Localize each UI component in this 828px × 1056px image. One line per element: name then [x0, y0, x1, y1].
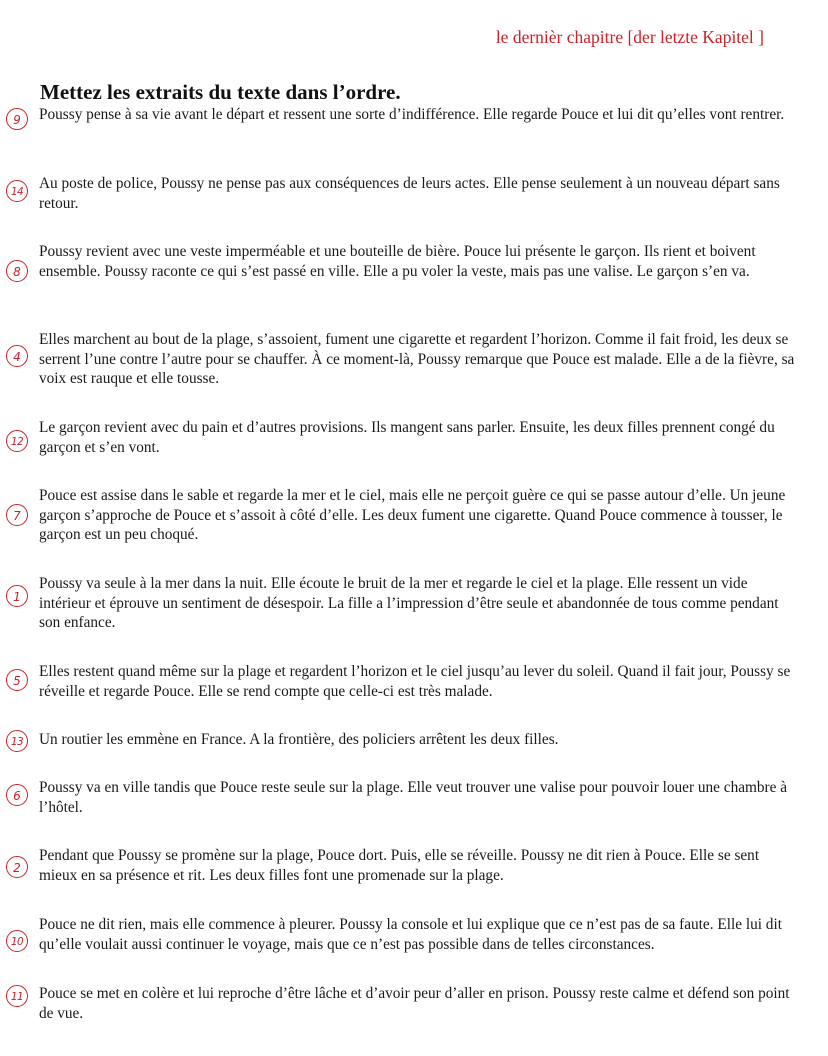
- list-item-text: Pendant que Poussy se promène sur la plage, Pouce dort. Puis, elle se réveille. Poussy ne dit rien à Pouce. Elle se sent mieux en sa présence et rit. Les deux filles font une promenade sur la plage.: [39, 847, 760, 884]
- order-number-badge: 14: [6, 180, 28, 202]
- list-item: [39, 574, 799, 633]
- order-number-badge: 11: [6, 985, 28, 1007]
- order-number-badge: 4: [6, 345, 28, 367]
- list-item: [39, 486, 799, 545]
- order-number-badge: 5: [6, 669, 28, 691]
- list-item-text: Un routier les emmène en France. A la frontière, des policiers arrêtent les deux filles.: [39, 731, 559, 748]
- order-number-badge: 2: [6, 856, 28, 878]
- list-item-text: Poussy va seule à la mer dans la nuit. Elle écoute le bruit de la mer et regarde le ciel et la plage. Elle ressent un vide intérieur et éprouve un sentiment de désespoir. La fille a l’impression d’être seule et abandonnée de tous comme pendant son enfance.: [39, 575, 779, 632]
- list-item-text: Pouce ne dit rien, mais elle commence à pleurer. Poussy la console et lui explique que ce n’est pas de sa faute. Elle lui dit qu’elle voulait aussi continuer le voyage, mais que ce n’est pas possible dans de telles circonstances.: [39, 916, 782, 953]
- list-item-text: Poussy va en ville tandis que Pouce reste seule sur la plage. Elle veut trouver une valise pour pouvoir louer une chambre à l’hôtel.: [39, 779, 788, 816]
- list-item: [39, 174, 799, 213]
- list-item-text: Pouce se met en colère et lui reproche d’être lâche et d’avoir peur d’aller en prison. Poussy reste calme et défend son point de vue.: [39, 985, 790, 1022]
- order-number-badge: 1: [6, 585, 28, 607]
- order-number-badge: 13: [6, 730, 28, 752]
- list-item-text: Le garçon revient avec du pain et d’autres provisions. Ils mangent sans parler. Ensuite, les deux filles prennent congé du garçon et s’en vont.: [39, 419, 775, 456]
- list-item: [39, 984, 799, 1023]
- list-item: [39, 662, 799, 701]
- list-item-text: Pouce est assise dans le sable et regarde la mer et le ciel, mais elle ne perçoit guère ce qui se passe autour d’elle. Un jeune garçon s’approche de Pouce et s’assoit à côté d’elle. Les deux fument une cigarette. Quand Pouce commence à tousser, le garçon est un peu choqué.: [39, 487, 786, 544]
- list-item: [39, 915, 799, 954]
- page-title: Mettez les extraits du texte dans l’ordre.: [40, 80, 401, 104]
- list-item: [39, 730, 799, 750]
- list-item-text: Poussy revient avec une veste imperméable et une bouteille de bière. Pouce lui présente le garçon. Ils rient et boivent ensemble. Poussy raconte ce qui s’est passé en ville. Elle a pu voler la veste, mais pas une valise. Le garçon s’en va.: [39, 243, 756, 280]
- list-item: [39, 330, 799, 389]
- list-item: [39, 418, 799, 457]
- list-item: [39, 105, 799, 125]
- order-number-badge: 9: [6, 108, 28, 130]
- list-item: [39, 846, 799, 885]
- page-header: le dernièr chapitre [der letzte Kapitel ]: [495, 27, 764, 47]
- order-number-badge: 12: [6, 430, 28, 452]
- list-item-text: Au poste de police, Poussy ne pense pas aux conséquences de leurs actes. Elle pense seulement à un nouveau départ sans retour.: [39, 175, 780, 212]
- order-number-badge: 10: [6, 930, 28, 952]
- order-number-badge: 8: [6, 260, 28, 282]
- order-number-badge: 6: [6, 784, 28, 806]
- list-item: [39, 778, 799, 817]
- list-item-text: Elles marchent au bout de la plage, s’assoient, fument une cigarette et regardent l’horizon. Comme il fait froid, les deux se serrent l’une contre l’autre pour se chauffer. À ce moment-là, Poussy remarque que Pouce est malade. Elle a de la fièvre, sa voix est rauque et elle tousse.: [39, 331, 795, 388]
- list-item-text: Elles restent quand même sur la plage et regardent l’horizon et le ciel jusqu’au lever du soleil. Quand il fait jour, Poussy se réveille et regarde Pouce. Elle se rend compte que celle-ci est très malade.: [39, 663, 791, 700]
- list-item: [39, 242, 799, 281]
- order-number-badge: 7: [6, 504, 28, 526]
- list-item-text: Poussy pense à sa vie avant le départ et ressent une sorte d’indifférence. Elle regarde Pouce et lui dit qu’elles vont rentrer.: [39, 106, 785, 123]
